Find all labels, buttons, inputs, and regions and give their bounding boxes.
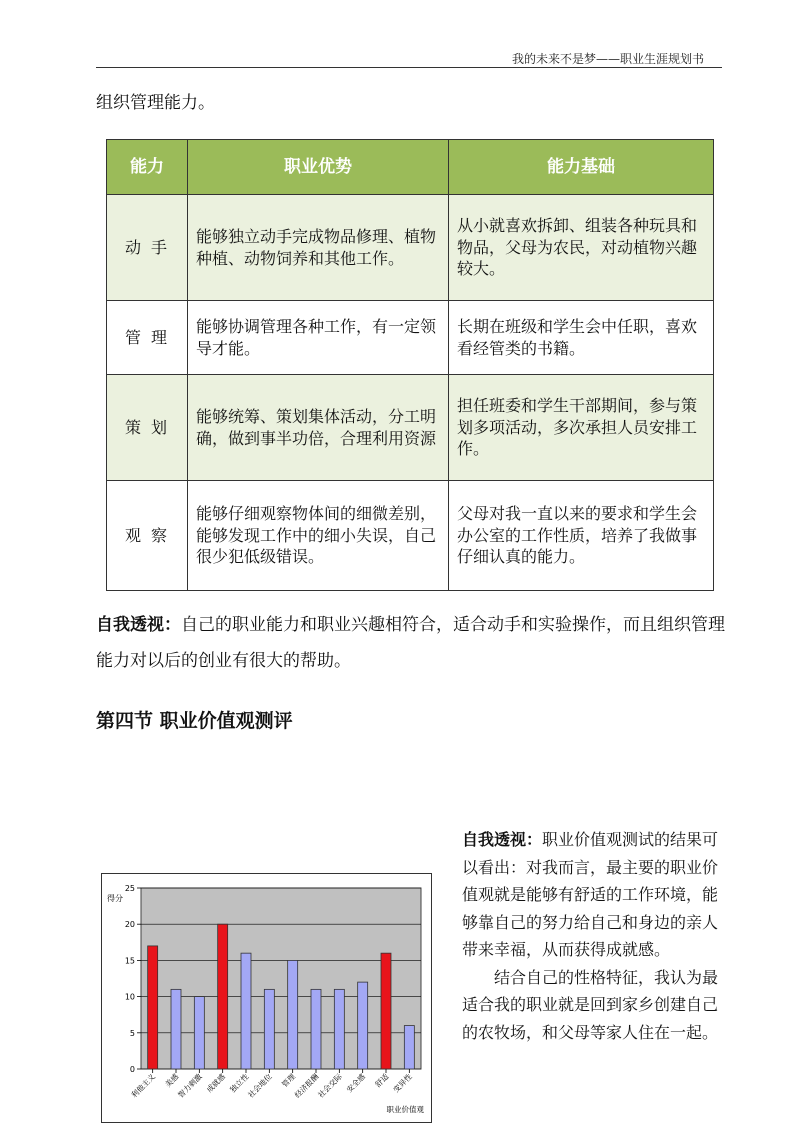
reflection-paragraph-2: 结合自己的性格特征，我认为最适合我的职业就是回到家乡创建自己的农牧场，和父母等家人住在一起。 bbox=[462, 967, 719, 1042]
table-row bbox=[107, 301, 714, 375]
bar bbox=[288, 960, 298, 1069]
reflection-label: 自我透视： bbox=[462, 830, 543, 849]
bar bbox=[148, 946, 158, 1069]
y-tick-label: 25 bbox=[124, 884, 135, 893]
ability-basis: 从小就喜欢拆卸、组装各种玩具和物品，父母为农民，对动植物兴趣较大。 bbox=[449, 195, 714, 301]
intro-text: 组织管理能力。 bbox=[96, 93, 215, 113]
section-title: 第四节 职业价值观测评 bbox=[96, 710, 293, 732]
table-row bbox=[107, 195, 714, 301]
x-tick-label: 美感 bbox=[163, 1072, 181, 1090]
x-tick-label: 变异性 bbox=[391, 1072, 414, 1095]
table-header-row bbox=[107, 140, 714, 195]
self-reflection-2 bbox=[462, 826, 728, 1046]
reflection-text: 自己的职业能力和职业兴趣相符合，适合动手和实验操作，而且组织管理能力对以后的创业有很大的帮助。 bbox=[96, 615, 725, 671]
ability-basis: 长期在班级和学生会中任职，喜欢看经管类的书籍。 bbox=[449, 301, 714, 375]
y-tick-label: 0 bbox=[129, 1065, 135, 1074]
ability-advantage: 能够统筹、策划集体活动，分工明确，做到事半功倍，合理利用资源 bbox=[188, 375, 449, 481]
x-tick-label: 社会交际 bbox=[316, 1072, 344, 1100]
table-row bbox=[107, 375, 714, 481]
x-tick-label: 社会地位 bbox=[246, 1072, 274, 1100]
y-tick-label: 5 bbox=[129, 1028, 135, 1038]
bar bbox=[358, 982, 368, 1069]
bar bbox=[171, 989, 181, 1069]
y-tick-label: 10 bbox=[124, 992, 135, 1002]
x-tick-label: 经济报酬 bbox=[292, 1072, 321, 1100]
ability-advantage: 能够协调管理各种工作，有一定领导才能。 bbox=[188, 301, 449, 375]
x-tick-label: 安全感 bbox=[344, 1072, 368, 1095]
col-header-advantage: 职业优势 bbox=[188, 140, 449, 195]
bar bbox=[218, 924, 228, 1069]
x-tick-label: 利他主义 bbox=[129, 1072, 158, 1100]
ability-name: 策划 bbox=[107, 375, 188, 481]
ability-table bbox=[106, 139, 714, 591]
self-reflection-1 bbox=[96, 607, 726, 679]
bar bbox=[334, 989, 344, 1069]
table-row bbox=[107, 481, 714, 591]
ability-advantage: 能够独立动手完成物品修理、植物种植、动物饲养和其他工作。 bbox=[188, 195, 449, 301]
ability-basis: 父母对我一直以来的要求和学生会办公室的工作性质，培养了我做事仔细认真的能力。 bbox=[449, 481, 714, 591]
reflection-text: 职业价值观测试的结果可以看出：对我而言，最主要的职业价值观就是能够有舒适的工作环境，能够靠自己的努力给自己和身边的亲人带来幸福，从而获得成就感。 bbox=[462, 830, 719, 959]
ability-name: 动手 bbox=[107, 195, 188, 301]
y-tick-label: 15 bbox=[124, 956, 135, 966]
ability-advantage: 能够仔细观察物体间的细微差别，能够发现工作中的细小失误，自己很少犯低级错误。 bbox=[188, 481, 449, 591]
y-axis-label: 得分 bbox=[107, 894, 123, 903]
page-header-title: 我的未来不是梦——职业生涯规划书 bbox=[511, 52, 704, 66]
chart-svg bbox=[102, 874, 431, 1122]
bar bbox=[194, 997, 204, 1069]
bar bbox=[404, 1026, 414, 1069]
header-rule bbox=[96, 67, 722, 68]
x-tick-label: 独立性 bbox=[228, 1072, 251, 1095]
y-tick-label: 20 bbox=[124, 920, 135, 930]
x-tick-label: 管理 bbox=[280, 1072, 298, 1090]
x-axis-label: 职业价值观 bbox=[386, 1105, 424, 1114]
career-values-chart bbox=[101, 873, 432, 1123]
bar bbox=[381, 953, 391, 1069]
ability-name: 观察 bbox=[107, 481, 188, 591]
x-tick-label: 舒适 bbox=[373, 1072, 391, 1090]
x-tick-label: 成就感 bbox=[204, 1072, 228, 1095]
bar bbox=[241, 953, 251, 1069]
col-header-ability: 能力 bbox=[107, 140, 188, 195]
ability-name: 管理 bbox=[107, 301, 188, 375]
x-tick-label: 智力刺激 bbox=[176, 1072, 204, 1100]
bar bbox=[311, 989, 321, 1069]
col-header-basis: 能力基础 bbox=[449, 140, 714, 195]
bar bbox=[264, 989, 274, 1069]
reflection-label: 自我透视： bbox=[96, 615, 181, 635]
ability-basis: 担任班委和学生干部期间，参与策划多项活动，多次承担人员安排工作。 bbox=[449, 375, 714, 481]
plot-area bbox=[141, 888, 421, 1069]
